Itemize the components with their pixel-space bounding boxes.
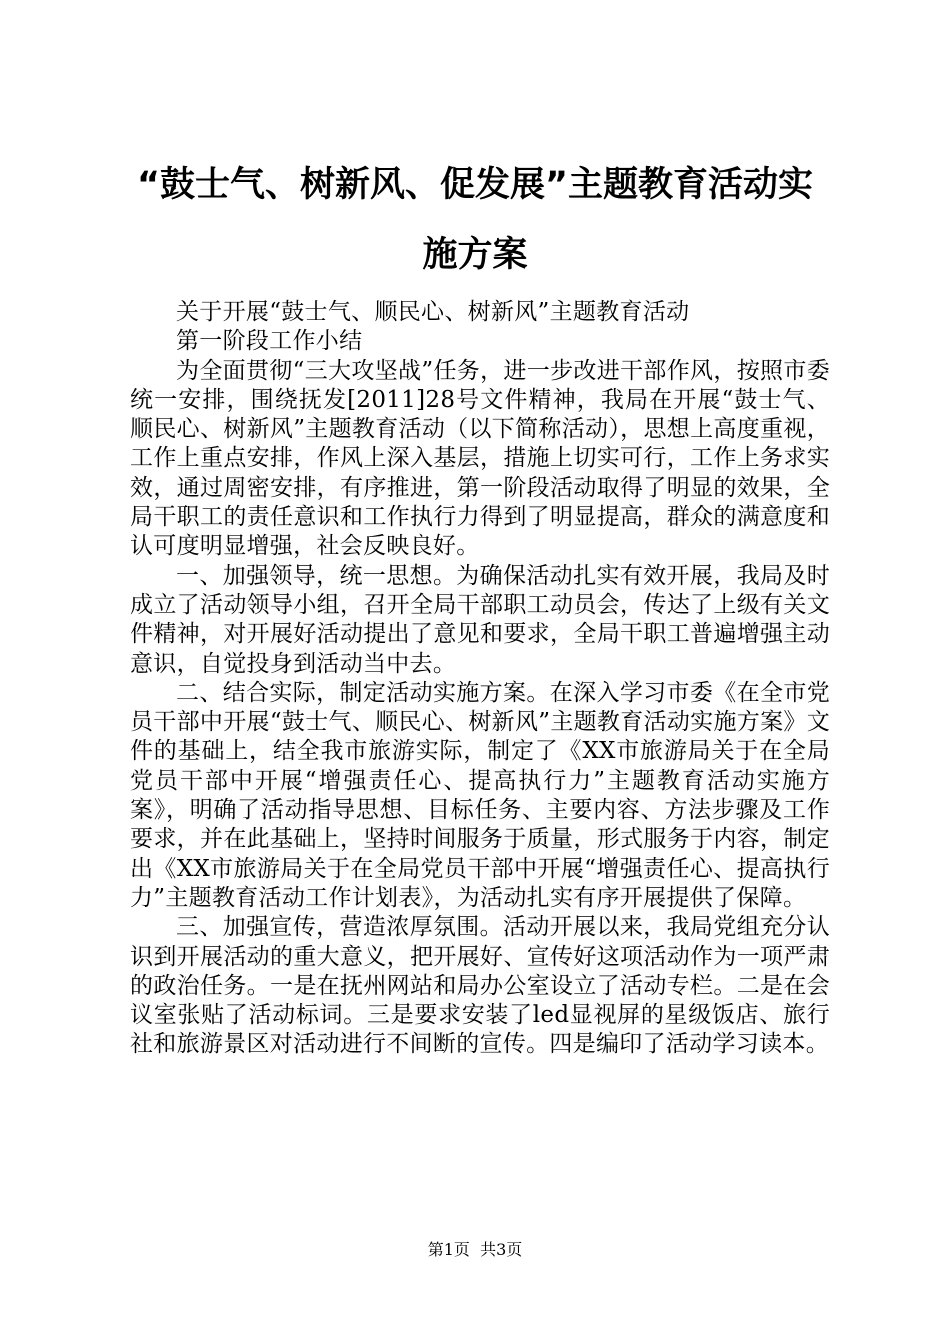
document-title: “鼓士气、树新风、促发展”主题教育活动实施方案 xyxy=(136,165,813,275)
paragraph-section-2: 二、结合实际，制定活动实施方案。在深入学习市委《在全市党员干部中开展“鼓士气、顺民心、树新风”主题教育活动实施方案》文件的基础上，结全我市旅游实际，制定了《XX市旅游局关于在全局党员干部中开展“增强责任心、提高执行力”主题教育活动实施方案》，明确了活动指导思想、目标任务、主要内容、方法步骤及工作要求，并在此基础上，坚持时间服务于质量，形式服务于内容，制定出《XX市旅游局关于在全局党员干部中开展“增强责任心、提高执行力”主题教育活动工作计划表》，为活动扎实有序开展提供了保障。 xyxy=(130,679,830,911)
subheading-line-2: 第一阶段工作小结 xyxy=(176,328,363,355)
paragraph-intro: 为全面贯彻“三大攻坚战”任务，进一步改进干部作风，按照市委统一安排，围绕抚发[2011]28号文件精神，我局在开展“鼓士气、顺民心、树新风”主题教育活动（以下简称活动），思想上高度重视，工作上重点安排，作风上深入基层，措施上切实可行，工作上务求实效，通过周密安排，有序推进，第一阶段活动取得了明显的效果，全局干职工的责任意识和工作执行力得到了明显提高，群众的满意度和认可度明显增强，社会反映良好。 xyxy=(130,357,830,560)
subheading-line-1: 关于开展“鼓士气、顺民心、树新风”主题教育活动 xyxy=(176,299,690,325)
document-body xyxy=(130,298,830,1060)
paragraph-section-3: 三、加强宣传，营造浓厚氛围。活动开展以来，我局党组充分认识到开展活动的重大意义，把开展好、宣传好这项活动作为一项严肃的政治任务。一是在抚州网站和局办公室设立了活动专栏。二是在会议室张贴了活动标词。三是要求安装了led显视屏的星级饭店、旅行社和旅游景区对活动进行不间断的宣传。四是编印了活动学习读本。 xyxy=(130,914,830,1058)
page-footer xyxy=(0,1240,950,1260)
page-number: 第1页 共3页 xyxy=(427,1240,523,1259)
paragraph-section-1: 一、加强领导，统一思想。为确保活动扎实有效开展，我局及时成立了活动领导小组，召开全局干部职工动员会，传达了上级有关文件精神，对开展好活动提出了意见和要求，全局干职工普遍增强主动意识，自觉投身到活动当中去。 xyxy=(130,562,830,677)
